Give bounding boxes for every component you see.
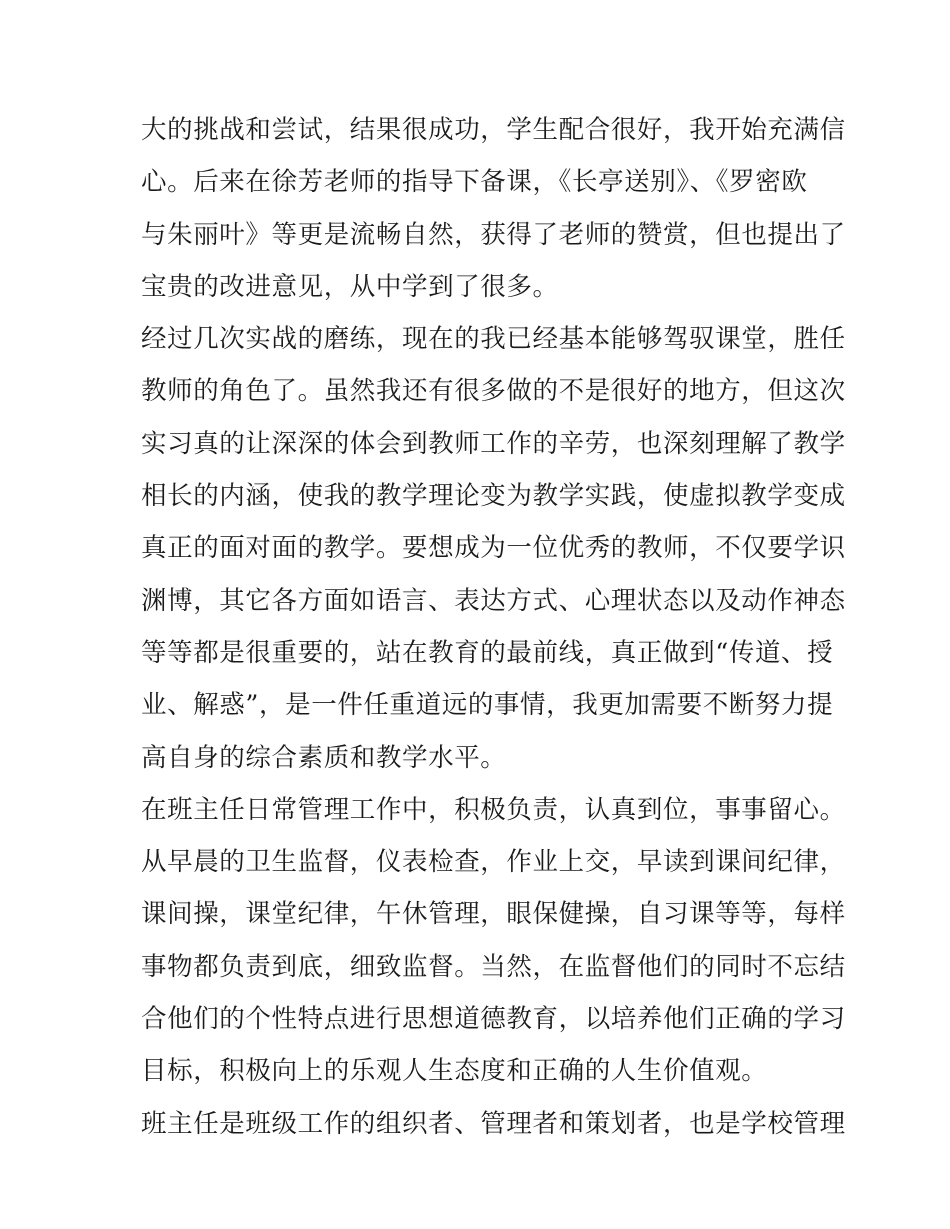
text-line: 宝贵的改进意见，从中学到了很多。 [141, 271, 559, 302]
text-line: 合他们的个性特点进行思想道德教育，以培养他们正确的学习 [141, 1004, 846, 1035]
text-line: 课间操，课堂纪律，午休管理，眼保健操，自习课等等，每样 [141, 899, 846, 930]
text-line: 与朱丽叶》等更是流畅自然，获得了老师的赞赏，但也提出了 [141, 219, 846, 250]
text-line: 相长的内涵，使我的教学理论变为教学实践，使虚拟教学变成 [141, 481, 846, 512]
text-line: 心。后来在徐芳老师的指导下备课，《长亭送别》、《罗密欧 [141, 167, 808, 198]
text-line: 高自身的综合素质和教学水平。 [141, 742, 507, 773]
text-line: 实习真的让深深的体会到教师工作的辛劳，也深刻理解了教学 [141, 428, 846, 459]
document-body [141, 104, 846, 1150]
text-line: 目标，积极向上的乐观人生态度和正确的人生价值观。 [141, 1056, 768, 1087]
text-line: 渊博，其它各方面如语言、表达方式、心理状态以及动作神态 [141, 585, 846, 616]
text-line: 业、解惑”，是一件任重道远的事情，我更加需要不断努力提 [141, 690, 834, 721]
text-line: 经过几次实战的磨练，现在的我已经基本能够驾驭课堂，胜任 [141, 324, 846, 355]
text-line: 从早晨的卫生监督，仪表检查，作业上交，早读到课间纪律， [141, 847, 846, 878]
text-line: 教师的角色了。虽然我还有很多做的不是很好的地方，但这次 [141, 376, 846, 407]
text-line: 班主任是班级工作的组织者、管理者和策划者，也是学校管理 [141, 1108, 846, 1139]
text-line: 事物都负责到底，细致监督。当然，在监督他们的同时不忘结 [141, 951, 846, 982]
text-line: 在班主任日常管理工作中，积极负责，认真到位，事事留心。 [141, 794, 846, 825]
text-line: 真正的面对面的教学。要想成为一位优秀的教师，不仅要学识 [141, 533, 846, 564]
text-line: 等等都是很重要的，站在教育的最前线，真正做到“传道、授 [141, 637, 834, 668]
text-line: 大的挑战和尝试，结果很成功，学生配合很好，我开始充满信 [141, 115, 846, 145]
